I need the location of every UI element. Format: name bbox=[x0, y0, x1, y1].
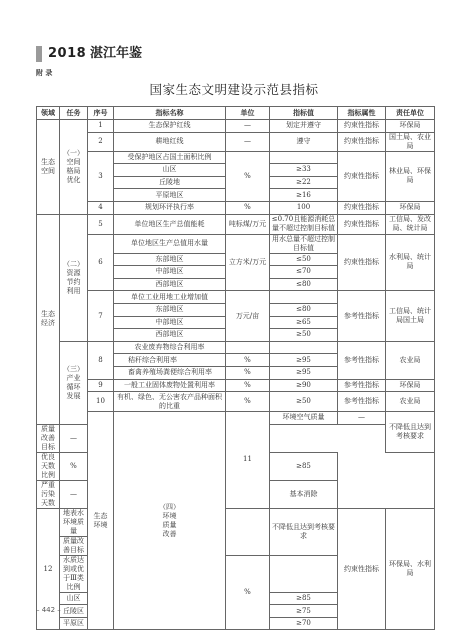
row-no: 4 bbox=[88, 201, 114, 214]
row-no: 9 bbox=[88, 379, 114, 392]
indicator-dept: 环保局 bbox=[386, 201, 435, 214]
table-row bbox=[37, 379, 435, 392]
indicator-value bbox=[270, 555, 338, 592]
indicator-name: 一般工业固体废物处置利用率 bbox=[114, 379, 226, 392]
indicator-value bbox=[270, 291, 338, 304]
col-task: 任务 bbox=[60, 107, 88, 120]
indicator-attr: 约束性指标 bbox=[338, 120, 386, 133]
table-header-row bbox=[37, 107, 435, 120]
indicator-name: 有机、绿色、无公害农产品种面积的比重 bbox=[114, 392, 226, 412]
indicator-unit: % bbox=[226, 555, 270, 630]
domain-cell: 生态 环境 bbox=[88, 412, 114, 630]
domain-cell: 生态 经济 bbox=[37, 214, 60, 424]
indicator-name: 规划环评执行率 bbox=[114, 201, 226, 214]
indicator-name: 中部地区 bbox=[114, 316, 226, 329]
indicator-unit: 立方米/万元 bbox=[226, 234, 270, 291]
indicator-dept: 环保局 bbox=[386, 120, 435, 133]
indicator-name: 山区 bbox=[114, 164, 226, 177]
indicator-attr: 约束性指标 bbox=[338, 214, 386, 234]
task-cell: （一） 空间 格局 优化 bbox=[60, 120, 88, 215]
indicator-name: 单位工业用地工业增加值 bbox=[114, 291, 226, 304]
indicator-value: ≥33 bbox=[270, 164, 338, 177]
indicator-attr: 约束性指标 bbox=[338, 508, 386, 630]
indicator-name: 严重污染天数 bbox=[37, 480, 60, 508]
indicator-name: 平原区 bbox=[60, 617, 88, 630]
indicator-unit: % bbox=[226, 366, 270, 379]
indicator-name: 受保护地区占国土面积比例 bbox=[114, 151, 226, 164]
indicator-name: 东部地区 bbox=[114, 303, 226, 316]
indicator-name: 地表水环境质量 bbox=[60, 508, 88, 536]
indicator-dept: 环保局 bbox=[386, 379, 435, 392]
indicator-value: ≥95 bbox=[270, 354, 338, 367]
page-title: 国家生态文明建设示范县指标 bbox=[149, 82, 319, 97]
indicator-attr: 参考性指标 bbox=[338, 291, 386, 341]
indicator-value: ≤80 bbox=[270, 278, 338, 291]
col-unit: 单位 bbox=[226, 107, 270, 120]
table-row bbox=[37, 201, 435, 214]
col-value: 指标值 bbox=[270, 107, 338, 120]
indicator-dept: 农业局 bbox=[386, 392, 435, 412]
indicator-value: ≥22 bbox=[270, 176, 338, 189]
indicator-name: 东部地区 bbox=[114, 253, 226, 266]
row-no: 1 bbox=[88, 120, 114, 133]
indicator-value: 100 bbox=[270, 201, 338, 214]
table-row bbox=[37, 214, 435, 234]
indicator-unit bbox=[226, 341, 270, 354]
indicator-value: ≤70 bbox=[270, 266, 338, 279]
indicator-value: ≤80 bbox=[270, 303, 338, 316]
indicator-unit bbox=[226, 508, 270, 555]
table-row bbox=[37, 234, 435, 253]
row-no: 5 bbox=[88, 214, 114, 234]
indicator-value: ≥65 bbox=[270, 316, 338, 329]
indicator-name: 畜禽养殖场粪便综合利用率 bbox=[114, 366, 226, 379]
task-cell: （四） 环境 质量 改善 bbox=[114, 412, 226, 630]
row-no: 6 bbox=[88, 234, 114, 291]
row-no: 10 bbox=[88, 392, 114, 412]
indicator-attr: 约束性指标 bbox=[338, 151, 386, 201]
indicator-value: ≥50 bbox=[270, 329, 338, 342]
row-no: 3 bbox=[88, 151, 114, 201]
indicator-table bbox=[36, 106, 435, 630]
indicator-name: 秸秆综合利用率 bbox=[114, 354, 226, 367]
table-row bbox=[37, 151, 435, 164]
row-no: 7 bbox=[88, 291, 114, 341]
indicator-name: 平原地区 bbox=[114, 189, 226, 202]
indicator-unit: % bbox=[226, 354, 270, 367]
indicator-dept: 国土局、农业局 bbox=[386, 132, 435, 151]
indicator-unit: — bbox=[60, 424, 88, 452]
header-bar bbox=[36, 46, 42, 62]
row-no: 8 bbox=[88, 341, 114, 379]
indicator-dept: 农业局 bbox=[386, 341, 435, 379]
indicator-unit: — bbox=[226, 132, 270, 151]
indicator-attr: 约束性指标 bbox=[338, 201, 386, 214]
page-number: – 442 – bbox=[36, 606, 61, 614]
indicator-unit: % bbox=[226, 379, 270, 392]
indicator-value: 划定并遵守 bbox=[270, 120, 338, 133]
indicator-name: 山区 bbox=[60, 592, 88, 605]
indicator-attr: 约束性指标 bbox=[338, 234, 386, 291]
indicator-attr: 参考性指标 bbox=[338, 392, 386, 412]
indicator-name: 单位地区生产总值用水量 bbox=[114, 234, 226, 253]
col-domain: 领域 bbox=[37, 107, 60, 120]
indicator-value: ≥75 bbox=[270, 605, 338, 618]
indicator-unit: % bbox=[226, 151, 270, 201]
table-row bbox=[37, 412, 435, 425]
indicator-unit: 吨标煤/万元 bbox=[226, 214, 270, 234]
indicator-value bbox=[270, 341, 338, 354]
indicator-value: ≤0.70且能源消耗总量不超过控制目标值 bbox=[270, 214, 338, 234]
indicator-dept: 水利局、统计局 bbox=[386, 234, 435, 291]
indicator-name: 农业废弃物综合利用率 bbox=[114, 341, 226, 354]
table-row bbox=[37, 392, 435, 412]
indicator-unit: — bbox=[60, 480, 88, 508]
indicator-value: 基本消除 bbox=[270, 480, 338, 508]
indicator-name: 耕地红线 bbox=[114, 132, 226, 151]
row-no: 11 bbox=[226, 412, 270, 509]
task-cell: （二） 资源 节约 利用 bbox=[60, 214, 88, 341]
indicator-value: ≤50 bbox=[270, 253, 338, 266]
indicator-dept: 工信局、发改局、统计局 bbox=[386, 214, 435, 234]
domain-cell: 生态 空间 bbox=[37, 120, 60, 215]
indicator-value: ≥16 bbox=[270, 189, 338, 202]
col-name: 指标名称 bbox=[114, 107, 226, 120]
row-no: 12 bbox=[37, 508, 60, 630]
indicator-value: ≥95 bbox=[270, 366, 338, 379]
indicator-name: 水质达到或优于Ⅲ类比例 bbox=[60, 555, 88, 592]
indicator-name: 质量改善目标 bbox=[37, 424, 60, 452]
indicator-attr: 参考性指标 bbox=[338, 379, 386, 392]
indicator-unit: — bbox=[226, 120, 270, 133]
indicator-attr: 约束性指标 bbox=[338, 132, 386, 151]
indicator-name: 优良天数比例 bbox=[37, 452, 60, 480]
header-book: 湛江年鉴 bbox=[90, 46, 143, 61]
indicator-attr: 参考性指标 bbox=[338, 341, 386, 379]
row-no: 2 bbox=[88, 132, 114, 151]
col-attr: 指标属性 bbox=[338, 107, 386, 120]
table-row bbox=[37, 132, 435, 151]
indicator-value: ≥70 bbox=[270, 617, 338, 630]
indicator-value: 不降低且达到考核要求 bbox=[386, 412, 435, 453]
page-header bbox=[36, 46, 176, 62]
indicator-name: 环境空气质量 bbox=[270, 412, 338, 425]
indicator-unit: % bbox=[226, 392, 270, 412]
indicator-value: ≥85 bbox=[270, 452, 338, 480]
indicator-name: 丘陵地 bbox=[114, 176, 226, 189]
indicator-value: ≥85 bbox=[270, 592, 338, 605]
indicator-name: 单位地区生产总值能耗 bbox=[114, 214, 226, 234]
indicator-dept: 环保局、水利局 bbox=[386, 508, 435, 630]
col-dept: 责任单位 bbox=[386, 107, 435, 120]
indicator-value: 不降低且达到考核要求 bbox=[270, 508, 338, 555]
indicator-name: 中部地区 bbox=[114, 266, 226, 279]
indicator-value: ≥90 bbox=[270, 379, 338, 392]
table-row bbox=[37, 120, 435, 133]
indicator-name: 质量改善目标 bbox=[60, 536, 88, 555]
indicator-dept: 林业局、环保局 bbox=[386, 151, 435, 201]
indicator-name: 西部地区 bbox=[114, 278, 226, 291]
table-row bbox=[37, 341, 435, 354]
task-cell: （三） 产业 循环 发展 bbox=[60, 341, 88, 424]
indicator-unit: % bbox=[60, 452, 88, 480]
indicator-unit: — bbox=[338, 412, 386, 425]
indicator-dept: 工信局、统计局国土局 bbox=[386, 291, 435, 341]
indicator-name: 丘陵区 bbox=[60, 605, 88, 618]
header-year: 2018 bbox=[48, 46, 87, 61]
indicator-value: ≥50 bbox=[270, 392, 338, 412]
indicator-value: 遵守 bbox=[270, 132, 338, 151]
table-row bbox=[37, 291, 435, 304]
indicator-unit: % bbox=[226, 201, 270, 214]
indicator-unit: 万元/亩 bbox=[226, 291, 270, 341]
indicator-name: 生态保护红线 bbox=[114, 120, 226, 133]
col-no: 序号 bbox=[88, 107, 114, 120]
indicator-name: 西部地区 bbox=[114, 329, 226, 342]
indicator-value bbox=[270, 151, 338, 164]
indicator-value: 用水总量不超过控制目标值 bbox=[270, 234, 338, 253]
section-label: 附 录 bbox=[36, 69, 53, 77]
